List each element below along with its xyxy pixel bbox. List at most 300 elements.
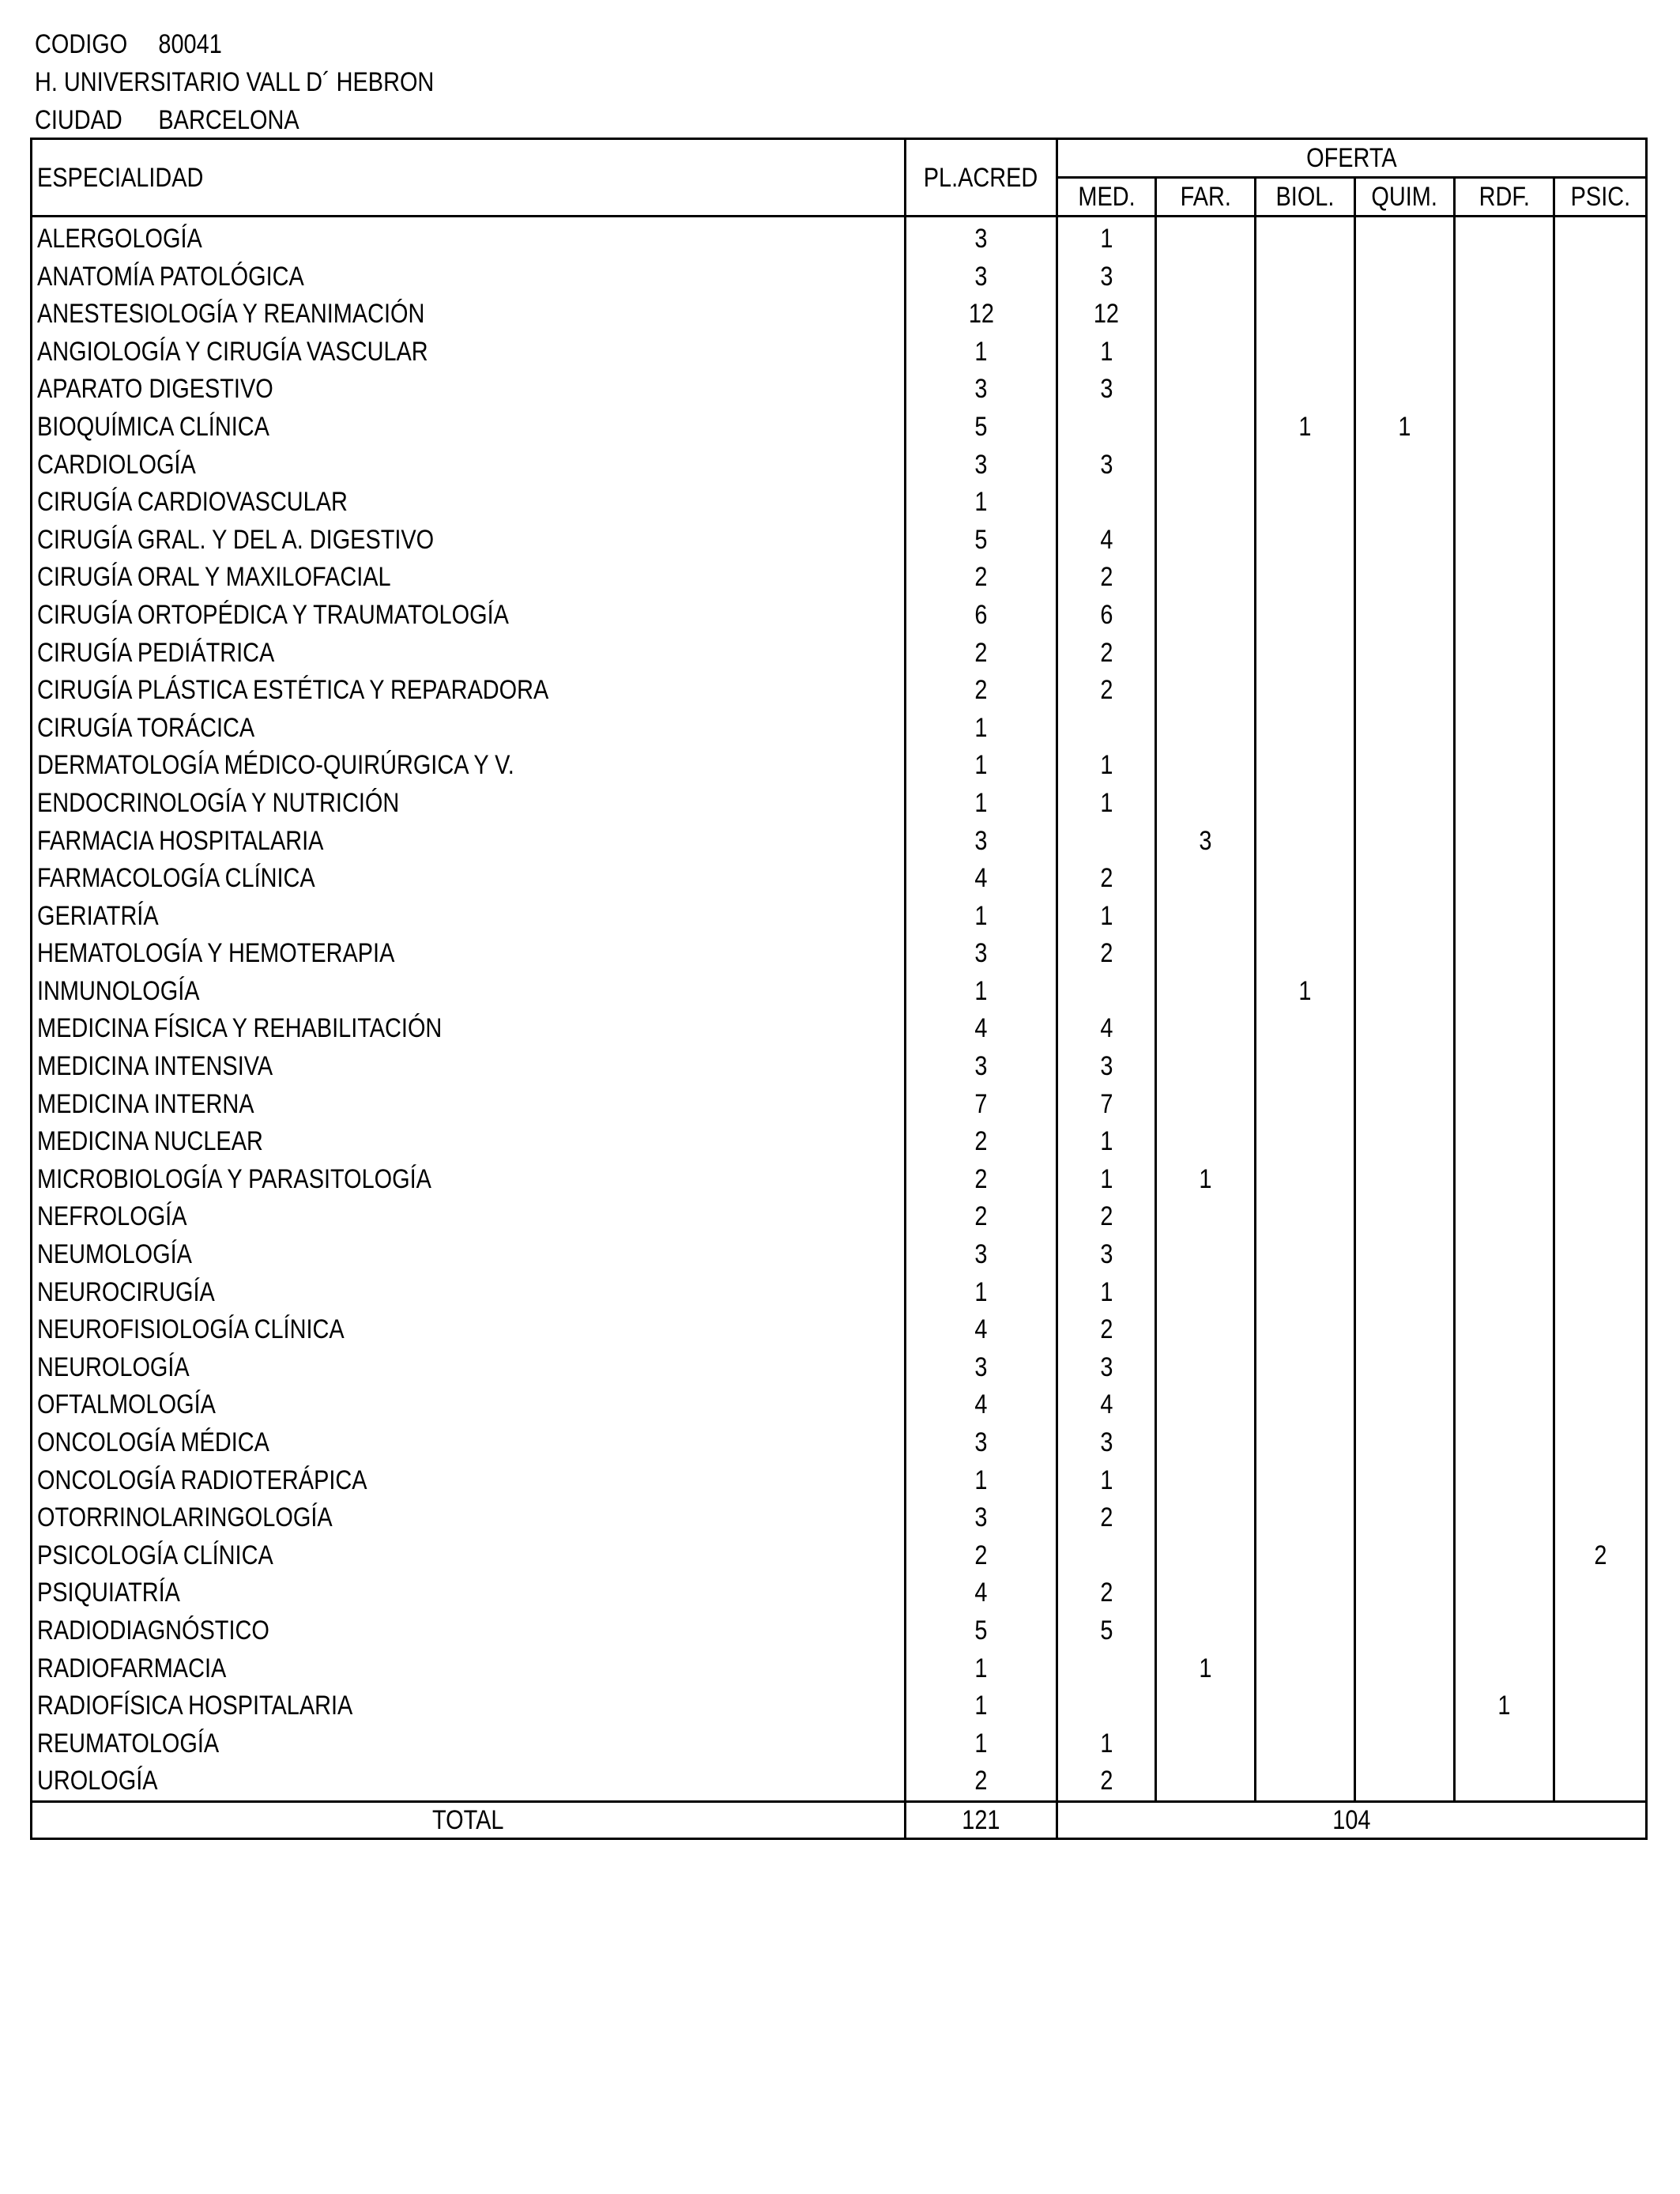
cell-rdf: [1455, 296, 1554, 334]
cell-especialidad: ANGIOLOGÍA Y CIRUGÍA VASCULAR: [32, 334, 906, 371]
cell-rdf: [1455, 1499, 1554, 1537]
cell-quim: [1355, 1424, 1455, 1462]
cell-psic: [1554, 1725, 1647, 1763]
cell-biol: [1256, 1198, 1355, 1236]
cell-biol: [1256, 1762, 1355, 1801]
cell-rdf: [1455, 1311, 1554, 1349]
codigo-value: 80041: [158, 29, 222, 59]
cell-psic: [1554, 597, 1647, 635]
cell-psic: [1554, 1198, 1647, 1236]
cell-rdf: [1455, 935, 1554, 973]
cell-med: 4: [1057, 1386, 1156, 1424]
cell-rdf: 1: [1455, 1687, 1554, 1725]
cell-rdf: [1455, 973, 1554, 1011]
cell-pl: 1: [906, 1650, 1057, 1688]
cell-med: 5: [1057, 1612, 1156, 1650]
cell-especialidad: PSICOLOGÍA CLÍNICA: [32, 1537, 906, 1575]
cell-psic: [1554, 1574, 1647, 1612]
cell-med: 1: [1057, 1725, 1156, 1763]
cell-rdf: [1455, 785, 1554, 823]
table-row: [32, 296, 1647, 334]
cell-especialidad: CIRUGÍA ORAL Y MAXILOFACIAL: [32, 559, 906, 597]
cell-biol: [1256, 522, 1355, 560]
table-row: [32, 823, 1647, 861]
cell-pl: 1: [906, 1274, 1057, 1312]
cell-quim: [1355, 258, 1455, 296]
table-row: [32, 1123, 1647, 1161]
cell-rdf: [1455, 860, 1554, 898]
cell-rdf: [1455, 635, 1554, 673]
cell-med: [1057, 1687, 1156, 1725]
table-row: [32, 1462, 1647, 1500]
cell-especialidad: APARATO DIGESTIVO: [32, 371, 906, 409]
cell-pl: 5: [906, 409, 1057, 447]
table-row: [32, 597, 1647, 635]
cell-rdf: [1455, 484, 1554, 522]
cell-psic: [1554, 860, 1647, 898]
cell-biol: 1: [1256, 409, 1355, 447]
cell-rdf: [1455, 1462, 1554, 1500]
cell-especialidad: MEDICINA FÍSICA Y REHABILITACIÓN: [32, 1010, 906, 1048]
cell-rdf: [1455, 1349, 1554, 1387]
cell-psic: [1554, 1161, 1647, 1199]
cell-biol: [1256, 597, 1355, 635]
cell-far: [1156, 935, 1256, 973]
table-row: [32, 1311, 1647, 1349]
table-row: [32, 1198, 1647, 1236]
table-body: [32, 217, 1647, 1802]
cell-med: 1: [1057, 747, 1156, 785]
table-row: [32, 1236, 1647, 1274]
cell-biol: [1256, 1236, 1355, 1274]
table-row: [32, 672, 1647, 710]
cell-biol: [1256, 635, 1355, 673]
table-row: [32, 522, 1647, 560]
cell-rdf: [1455, 1762, 1554, 1801]
cell-med: [1057, 484, 1156, 522]
cell-pl: 1: [906, 710, 1057, 748]
cell-far: [1156, 1236, 1256, 1274]
table-row: [32, 334, 1647, 371]
cell-far: [1156, 559, 1256, 597]
cell-especialidad: FARMACIA HOSPITALARIA: [32, 823, 906, 861]
cell-quim: [1355, 447, 1455, 484]
cell-pl: 1: [906, 334, 1057, 371]
cell-psic: [1554, 1386, 1647, 1424]
cell-far: [1156, 747, 1256, 785]
cell-far: [1156, 1048, 1256, 1086]
cell-quim: [1355, 935, 1455, 973]
cell-med: 1: [1057, 1161, 1156, 1199]
cell-quim: [1355, 522, 1455, 560]
cell-rdf: [1455, 1123, 1554, 1161]
cell-biol: [1256, 559, 1355, 597]
cell-psic: [1554, 1349, 1647, 1387]
cell-quim: [1355, 1762, 1455, 1801]
cell-far: [1156, 1574, 1256, 1612]
cell-rdf: [1455, 710, 1554, 748]
cell-pl: 5: [906, 1612, 1057, 1650]
cell-rdf: [1455, 409, 1554, 447]
cell-pl: 2: [906, 1123, 1057, 1161]
cell-biol: [1256, 1537, 1355, 1575]
cell-biol: [1256, 1574, 1355, 1612]
cell-psic: [1554, 334, 1647, 371]
table-row: [32, 1499, 1647, 1537]
header-row-1: [32, 139, 1647, 178]
cell-med: 3: [1057, 1236, 1156, 1274]
cell-pl: 4: [906, 1311, 1057, 1349]
cell-med: [1057, 823, 1156, 861]
cell-psic: [1554, 258, 1647, 296]
cell-quim: [1355, 597, 1455, 635]
cell-biol: [1256, 1650, 1355, 1688]
cell-biol: 1: [1256, 973, 1355, 1011]
cell-far: [1156, 1386, 1256, 1424]
cell-pl: 2: [906, 559, 1057, 597]
cell-biol: [1256, 860, 1355, 898]
cell-psic: [1554, 1762, 1647, 1801]
cell-far: [1156, 1462, 1256, 1500]
cell-psic: [1554, 823, 1647, 861]
cell-pl: 4: [906, 860, 1057, 898]
cell-med: 3: [1057, 258, 1156, 296]
table-row: [32, 1274, 1647, 1312]
cell-especialidad: UROLOGÍA: [32, 1762, 906, 1801]
cell-pl: 5: [906, 522, 1057, 560]
cell-biol: [1256, 1123, 1355, 1161]
cell-psic: [1554, 935, 1647, 973]
total-placred: 121: [906, 1801, 1057, 1838]
cell-psic: [1554, 973, 1647, 1011]
cell-especialidad: CIRUGÍA CARDIOVASCULAR: [32, 484, 906, 522]
cell-rdf: [1455, 1086, 1554, 1124]
cell-med: [1057, 409, 1156, 447]
table-row: [32, 1574, 1647, 1612]
cell-especialidad: GERIATRÍA: [32, 898, 906, 936]
cell-pl: 3: [906, 371, 1057, 409]
cell-quim: [1355, 1687, 1455, 1725]
cell-med: [1057, 710, 1156, 748]
cell-biol: [1256, 1424, 1355, 1462]
cell-quim: [1355, 371, 1455, 409]
cell-pl: 3: [906, 823, 1057, 861]
cell-especialidad: REUMATOLOGÍA: [32, 1725, 906, 1763]
cell-especialidad: ONCOLOGÍA RADIOTERÁPICA: [32, 1462, 906, 1500]
cell-biol: [1256, 1725, 1355, 1763]
cell-quim: [1355, 1123, 1455, 1161]
cell-quim: [1355, 1161, 1455, 1199]
cell-especialidad: CIRUGÍA ORTOPÉDICA Y TRAUMATOLOGÍA: [32, 597, 906, 635]
cell-especialidad: HEMATOLOGÍA Y HEMOTERAPIA: [32, 935, 906, 973]
cell-rdf: [1455, 334, 1554, 371]
cell-biol: [1256, 484, 1355, 522]
table-row: [32, 447, 1647, 484]
cell-especialidad: OTORRINOLARINGOLOGÍA: [32, 1499, 906, 1537]
cell-far: 3: [1156, 823, 1256, 861]
cell-far: [1156, 447, 1256, 484]
cell-far: [1156, 1349, 1256, 1387]
cell-pl: 3: [906, 1499, 1057, 1537]
cell-biol: [1256, 710, 1355, 748]
cell-especialidad: NEUMOLOGÍA: [32, 1236, 906, 1274]
subcol-far: FAR.: [1156, 178, 1256, 217]
cell-quim: [1355, 1612, 1455, 1650]
subcol-psic: PSIC.: [1554, 178, 1647, 217]
cell-pl: 1: [906, 484, 1057, 522]
cell-quim: 1: [1355, 409, 1455, 447]
cell-psic: [1554, 447, 1647, 484]
cell-rdf: [1455, 1048, 1554, 1086]
cell-quim: [1355, 559, 1455, 597]
cell-rdf: [1455, 1574, 1554, 1612]
cell-rdf: [1455, 522, 1554, 560]
cell-rdf: [1455, 747, 1554, 785]
cell-pl: 4: [906, 1574, 1057, 1612]
cell-med: 2: [1057, 1762, 1156, 1801]
cell-far: [1156, 1612, 1256, 1650]
cell-quim: [1355, 1086, 1455, 1124]
cell-med: 7: [1057, 1086, 1156, 1124]
cell-rdf: [1455, 1274, 1554, 1312]
cell-quim: [1355, 296, 1455, 334]
cell-pl: 3: [906, 1236, 1057, 1274]
cell-med: 12: [1057, 296, 1156, 334]
cell-far: [1156, 1311, 1256, 1349]
table-row: [32, 1010, 1647, 1048]
cell-rdf: [1455, 258, 1554, 296]
table-row: [32, 1086, 1647, 1124]
cell-far: [1156, 334, 1256, 371]
cell-far: [1156, 217, 1256, 258]
cell-quim: [1355, 1010, 1455, 1048]
cell-especialidad: CARDIOLOGÍA: [32, 447, 906, 484]
cell-especialidad: DERMATOLOGÍA MÉDICO-QUIRÚRGICA Y V.: [32, 747, 906, 785]
codigo-line: [35, 27, 222, 62]
cell-pl: 3: [906, 1349, 1057, 1387]
cell-quim: [1355, 1048, 1455, 1086]
cell-med: 3: [1057, 1349, 1156, 1387]
cell-pl: 2: [906, 672, 1057, 710]
cell-especialidad: RADIOFARMACIA: [32, 1650, 906, 1688]
table-row: [32, 409, 1647, 447]
cell-especialidad: ANATOMÍA PATOLÓGICA: [32, 258, 906, 296]
cell-biol: [1256, 1311, 1355, 1349]
cell-especialidad: MEDICINA NUCLEAR: [32, 1123, 906, 1161]
cell-quim: [1355, 1650, 1455, 1688]
cell-psic: [1554, 1274, 1647, 1312]
cell-quim: [1355, 785, 1455, 823]
cell-quim: [1355, 1311, 1455, 1349]
cell-far: [1156, 1198, 1256, 1236]
cell-far: [1156, 597, 1256, 635]
cell-quim: [1355, 898, 1455, 936]
codigo-label: CODIGO: [35, 29, 128, 59]
cell-med: 2: [1057, 860, 1156, 898]
cell-psic: [1554, 522, 1647, 560]
cell-especialidad: OFTALMOLOGÍA: [32, 1386, 906, 1424]
cell-especialidad: CIRUGÍA TORÁCICA: [32, 710, 906, 748]
cell-quim: [1355, 1349, 1455, 1387]
table-row: [32, 1612, 1647, 1650]
cell-pl: 1: [906, 973, 1057, 1011]
cell-quim: [1355, 1462, 1455, 1500]
cell-psic: [1554, 635, 1647, 673]
cell-med: 1: [1057, 217, 1156, 258]
cell-especialidad: ALERGOLOGÍA: [32, 217, 906, 258]
cell-pl: 7: [906, 1086, 1057, 1124]
cell-biol: [1256, 672, 1355, 710]
cell-biol: [1256, 1161, 1355, 1199]
cell-pl: 1: [906, 747, 1057, 785]
subcol-rdf: RDF.: [1455, 178, 1554, 217]
col-especialidad-header: ESPECIALIDAD: [32, 139, 906, 217]
subcol-quim: QUIM.: [1355, 178, 1455, 217]
table-row: [32, 1762, 1647, 1801]
cell-psic: [1554, 1612, 1647, 1650]
cell-biol: [1256, 1499, 1355, 1537]
cell-biol: [1256, 785, 1355, 823]
cell-biol: [1256, 371, 1355, 409]
cell-rdf: [1455, 1386, 1554, 1424]
cell-pl: 3: [906, 258, 1057, 296]
cell-far: [1156, 1725, 1256, 1763]
cell-med: 2: [1057, 1499, 1156, 1537]
cell-med: 1: [1057, 1123, 1156, 1161]
table-row: [32, 935, 1647, 973]
cell-far: [1156, 1086, 1256, 1124]
table-row: [32, 710, 1647, 748]
cell-psic: [1554, 484, 1647, 522]
table-row: [32, 1650, 1647, 1688]
total-label: TOTAL: [32, 1801, 906, 1838]
subcol-med: MED.: [1057, 178, 1156, 217]
cell-pl: 12: [906, 296, 1057, 334]
cell-psic: [1554, 1424, 1647, 1462]
cell-biol: [1256, 1010, 1355, 1048]
cell-psic: [1554, 1010, 1647, 1048]
cell-far: [1156, 484, 1256, 522]
total-oferta: 104: [1057, 1801, 1647, 1838]
ciudad-value: BARCELONA: [158, 105, 299, 135]
cell-biol: [1256, 823, 1355, 861]
cell-psic: [1554, 217, 1647, 258]
cell-especialidad: RADIODIAGNÓSTICO: [32, 1612, 906, 1650]
cell-psic: [1554, 371, 1647, 409]
cell-quim: [1355, 747, 1455, 785]
cell-med: [1057, 973, 1156, 1011]
cell-med: 3: [1057, 371, 1156, 409]
cell-especialidad: ONCOLOGÍA MÉDICA: [32, 1424, 906, 1462]
cell-psic: [1554, 1311, 1647, 1349]
cell-pl: 3: [906, 1048, 1057, 1086]
cell-med: 2: [1057, 672, 1156, 710]
cell-far: [1156, 1274, 1256, 1312]
cell-rdf: [1455, 447, 1554, 484]
cell-med: 3: [1057, 447, 1156, 484]
cell-med: 2: [1057, 559, 1156, 597]
cell-quim: [1355, 217, 1455, 258]
cell-far: [1156, 898, 1256, 936]
cell-psic: [1554, 409, 1647, 447]
table-row: [32, 1386, 1647, 1424]
cell-pl: 3: [906, 1424, 1057, 1462]
cell-especialidad: NEUROFISIOLOGÍA CLÍNICA: [32, 1311, 906, 1349]
cell-far: [1156, 371, 1256, 409]
cell-med: [1057, 1650, 1156, 1688]
cell-quim: [1355, 334, 1455, 371]
cell-biol: [1256, 935, 1355, 973]
cell-psic: [1554, 296, 1647, 334]
hospital-name: H. UNIVERSITARIO VALL D´ HEBRON: [35, 67, 435, 97]
cell-far: [1156, 1687, 1256, 1725]
cell-med: 1: [1057, 1462, 1156, 1500]
subcol-biol: BIOL.: [1256, 178, 1355, 217]
cell-far: [1156, 1123, 1256, 1161]
cell-psic: [1554, 1048, 1647, 1086]
cell-pl: 3: [906, 935, 1057, 973]
cell-pl: 2: [906, 1161, 1057, 1199]
cell-quim: [1355, 484, 1455, 522]
cell-rdf: [1455, 672, 1554, 710]
cell-far: [1156, 1424, 1256, 1462]
cell-med: 2: [1057, 1311, 1156, 1349]
cell-quim: [1355, 1198, 1455, 1236]
cell-especialidad: CIRUGÍA PLÁSTICA ESTÉTICA Y REPARADORA: [32, 672, 906, 710]
cell-med: 1: [1057, 1274, 1156, 1312]
cell-psic: [1554, 1123, 1647, 1161]
cell-far: [1156, 296, 1256, 334]
cell-quim: [1355, 1274, 1455, 1312]
table-row: [32, 1048, 1647, 1086]
cell-pl: 2: [906, 1537, 1057, 1575]
cell-far: [1156, 1499, 1256, 1537]
specialties-table: [30, 138, 1648, 1840]
cell-med: [1057, 1537, 1156, 1575]
cell-far: 1: [1156, 1650, 1256, 1688]
cell-far: [1156, 672, 1256, 710]
cell-med: 3: [1057, 1048, 1156, 1086]
cell-med: 2: [1057, 1198, 1156, 1236]
cell-psic: [1554, 1687, 1647, 1725]
cell-biol: [1256, 1048, 1355, 1086]
cell-pl: 2: [906, 635, 1057, 673]
cell-rdf: [1455, 1161, 1554, 1199]
cell-far: [1156, 1762, 1256, 1801]
cell-psic: [1554, 710, 1647, 748]
cell-quim: [1355, 1236, 1455, 1274]
cell-rdf: [1455, 1236, 1554, 1274]
cell-biol: [1256, 1462, 1355, 1500]
cell-med: 1: [1057, 785, 1156, 823]
cell-rdf: [1455, 1725, 1554, 1763]
cell-biol: [1256, 447, 1355, 484]
cell-quim: [1355, 1574, 1455, 1612]
cell-psic: [1554, 1650, 1647, 1688]
cell-biol: [1256, 1349, 1355, 1387]
cell-especialidad: MICROBIOLOGÍA Y PARASITOLOGÍA: [32, 1161, 906, 1199]
table-row: [32, 217, 1647, 258]
cell-rdf: [1455, 597, 1554, 635]
cell-especialidad: RADIOFÍSICA HOSPITALARIA: [32, 1687, 906, 1725]
table-row: [32, 785, 1647, 823]
cell-med: 6: [1057, 597, 1156, 635]
cell-rdf: [1455, 1198, 1554, 1236]
cell-pl: 2: [906, 1762, 1057, 1801]
cell-quim: [1355, 1499, 1455, 1537]
cell-rdf: [1455, 1537, 1554, 1575]
cell-biol: [1256, 217, 1355, 258]
